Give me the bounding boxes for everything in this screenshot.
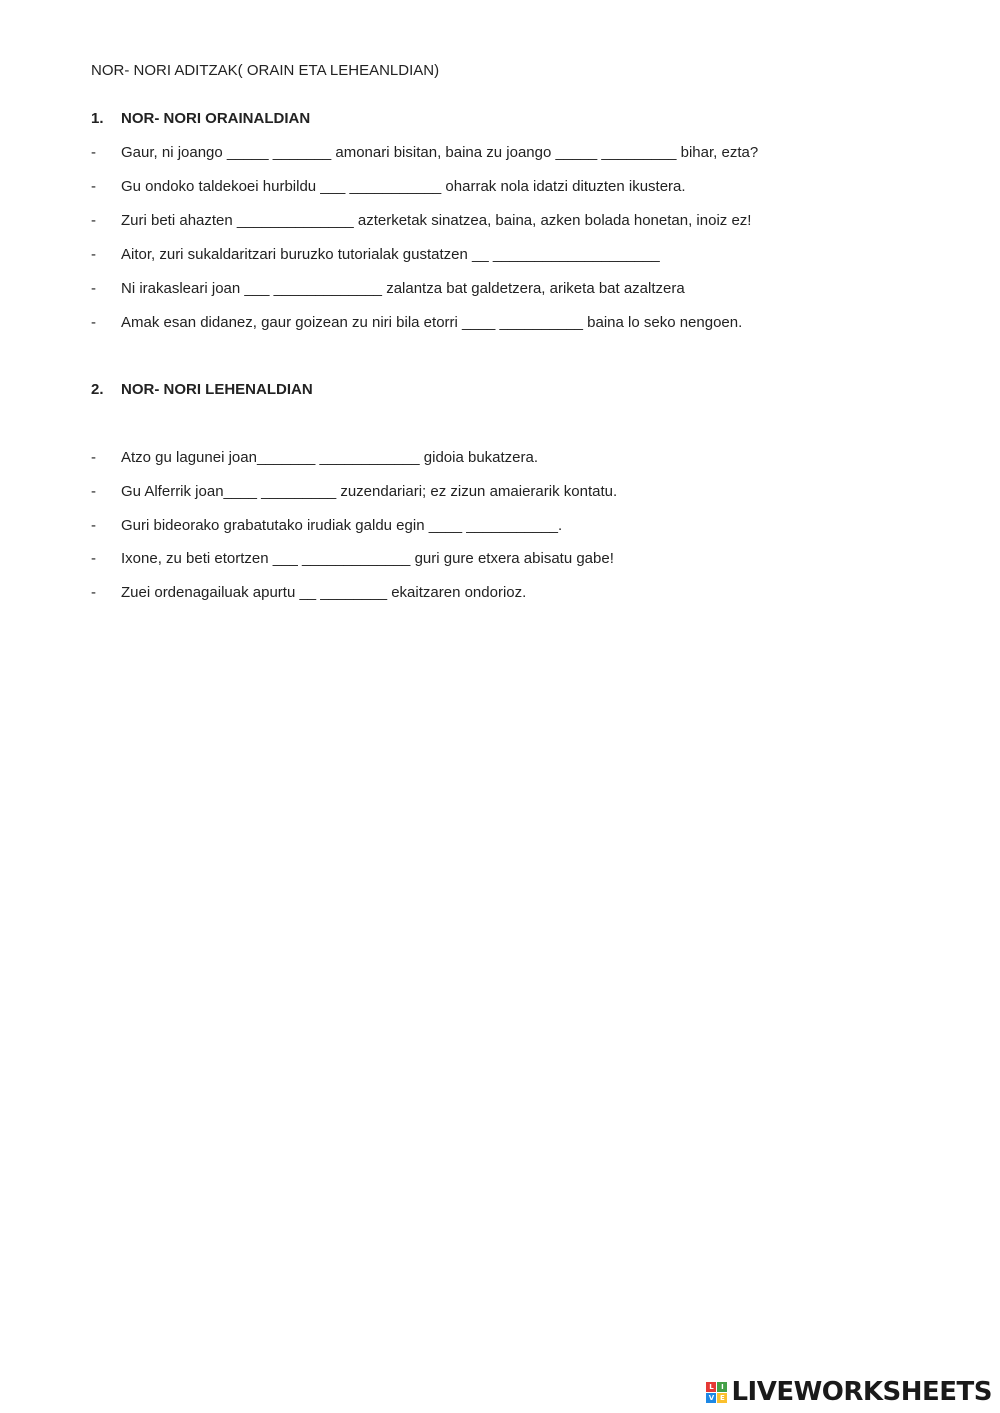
document-title: NOR- NORI ADITZAK( ORAIN ETA LEHEANLDIAN) xyxy=(91,62,440,79)
logo-letter: E xyxy=(717,1393,727,1403)
logo-letter: L xyxy=(706,1382,716,1392)
bullet: - xyxy=(91,314,96,331)
list-item xyxy=(91,212,751,229)
item-text: Zuri beti ahazten ______________ azterketak sinatzea, baina, azken bolada honetan, inoiz ez! xyxy=(121,212,752,229)
bullet: - xyxy=(91,144,96,161)
logo-letter: V xyxy=(706,1393,716,1403)
item-text: Amak esan didanez, gaur goizean zu niri bila etorri ____ __________ baina lo seko nengoen. xyxy=(121,314,743,331)
bullet: - xyxy=(91,584,96,601)
section-title: NOR- NORI LEHENALDIAN xyxy=(121,381,313,398)
logo-letter: I xyxy=(717,1382,727,1392)
bullet: - xyxy=(91,550,96,567)
item-text: Gu Alferrik joan____ _________ zuzendariari; ez zizun amaierarik kontatu. xyxy=(121,483,618,500)
section-title: NOR- NORI ORAINALDIAN xyxy=(121,110,311,127)
list-item xyxy=(91,550,614,567)
item-text: Aitor, zuri sukaldaritzari buruzko tutorialak gustatzen __ ____________________ xyxy=(121,246,660,263)
list-item xyxy=(91,246,660,263)
list-item xyxy=(91,314,742,331)
bullet: - xyxy=(91,178,96,195)
item-text: Ixone, zu beti etortzen ___ _____________ guri gure etxera abisatu gabe! xyxy=(121,550,614,567)
bullet: - xyxy=(91,449,96,466)
item-text: Zuei ordenagailuak apurtu __ ________ ekaitzaren ondorioz. xyxy=(121,584,527,601)
section-number: 1. xyxy=(91,110,104,127)
list-item xyxy=(91,178,686,195)
logo-mark-icon xyxy=(706,1382,727,1403)
item-text: Guri bideorako grabatutako irudiak galdu egin ____ ___________. xyxy=(121,517,563,534)
bullet: - xyxy=(91,246,96,263)
section-2-heading xyxy=(91,381,313,398)
bullet: - xyxy=(91,212,96,229)
section-number: 2. xyxy=(91,381,104,398)
item-text: Gu ondoko taldekoei hurbildu ___ ___________ oharrak nola idatzi dituzten ikustera. xyxy=(121,178,686,195)
list-item xyxy=(91,144,758,161)
item-text: Atzo gu lagunei joan_______ ____________ gidoia bukatzera. xyxy=(121,449,539,466)
list-item xyxy=(91,517,562,534)
liveworksheets-logo[interactable] xyxy=(706,1377,992,1407)
bullet: - xyxy=(91,517,96,534)
list-item xyxy=(91,483,617,500)
list-item xyxy=(91,449,538,466)
bullet: - xyxy=(91,280,96,297)
item-text: Ni irakasleari joan ___ _____________ zalantza bat galdetzera, ariketa bat azaltzera xyxy=(121,280,685,297)
section-1-heading xyxy=(91,110,310,127)
logo-text: LIVEWORKSHEETS xyxy=(731,1377,992,1407)
bullet: - xyxy=(91,483,96,500)
item-text: Gaur, ni joango _____ _______ amonari bisitan, baina zu joango _____ _________ bihar, ezta? xyxy=(121,144,759,161)
list-item xyxy=(91,584,526,601)
list-item xyxy=(91,280,685,297)
